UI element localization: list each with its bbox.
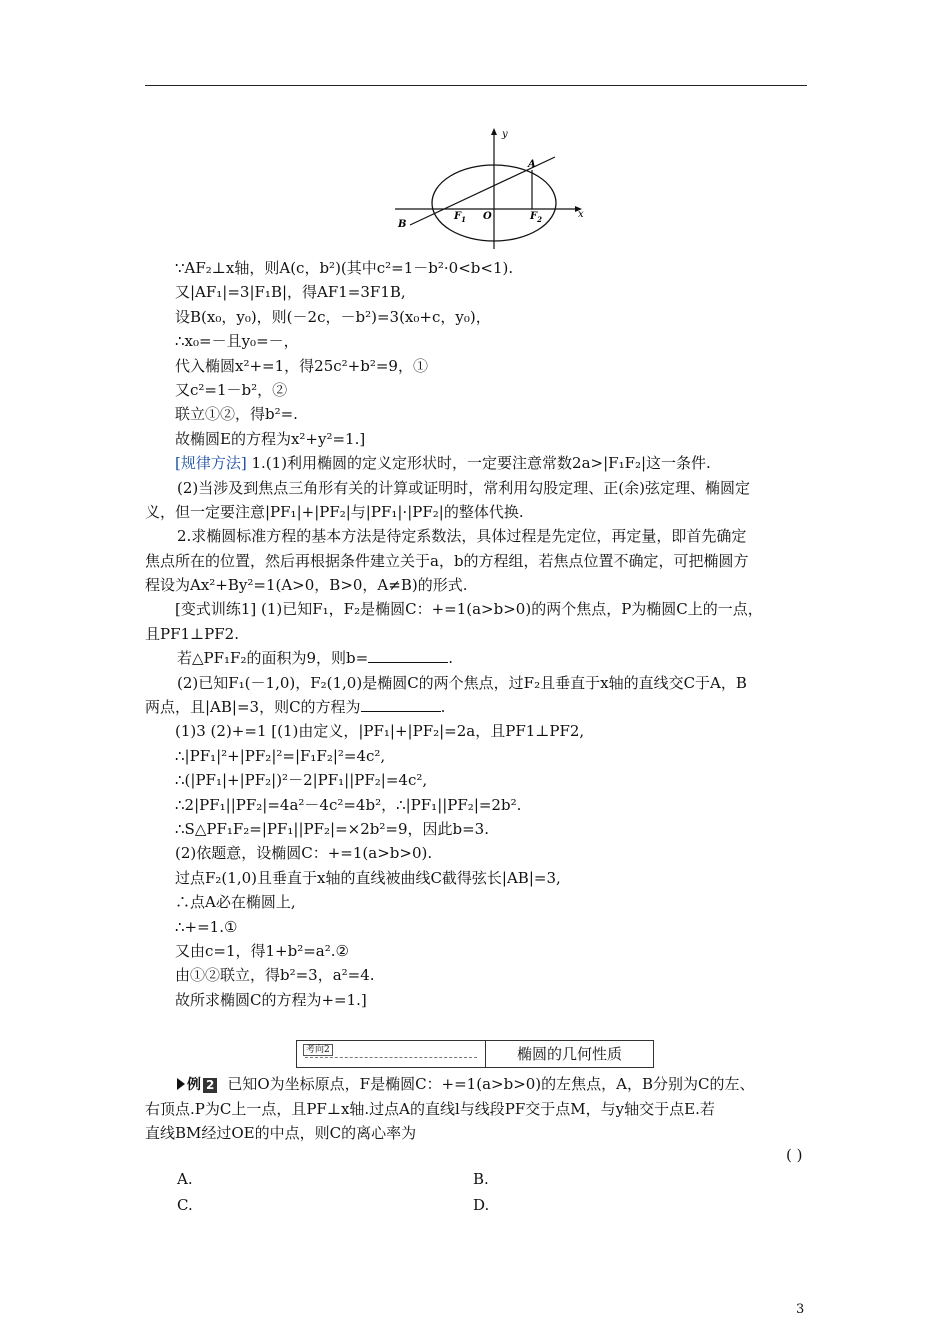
solution-line: 故所求椭圆C的方程为+=1.] <box>175 990 367 1009</box>
example-line: 例 2 已知O为坐标原点，F是椭圆C：+=1(a>b>0)的左焦点，A，B分别为C的左、 <box>145 1072 807 1097</box>
solution-line: 由①②联立，得b²=3，a²=4. <box>175 966 375 985</box>
label-o: O <box>483 211 492 222</box>
training-line: 且PF1⊥PF2. <box>145 624 239 643</box>
solution-line: ∴S△PF₁F₂=|PF₁||PF₂|=×2b²=9，因此b=3. <box>175 819 489 838</box>
topic-tag: 考向2 <box>303 1044 333 1056</box>
main-text <box>145 256 807 1012</box>
topic-title: 椭圆的几何性质 <box>516 1045 622 1063</box>
method-line: [规律方法] 1.(1)利用椭圆的定义定形状时，一定要注意常数2a>|F₁F₂|这一条件. <box>175 454 711 473</box>
page-number: 3 <box>796 1302 805 1317</box>
text-line: 代入椭圆x²+=1，得25c²+b²=9，① <box>175 356 428 375</box>
method-line: 程设为Ax²+By²=1(A>0，B>0，A≠B)的形式. <box>145 576 468 595</box>
text-line: ∴x₀=－且y₀=－， <box>175 332 299 351</box>
option-d[interactable]: D. <box>473 1196 490 1214</box>
text-line: 设B(x₀，y₀)，则(－2c，－b²)=3(x₀+c，y₀)， <box>175 307 491 326</box>
solution-line: ∴|PF₁|²+|PF₂|²=|F₁F₂|²=4c², <box>175 746 386 765</box>
method-line: 焦点所在的位置，然后再根据条件建立关于a，b的方程组，若焦点位置不确定，可把椭圆方 <box>145 551 749 570</box>
training-line: 若△PF₁F₂的面积为9，则b= . <box>177 649 453 668</box>
solution-line: (1)3 (2)+=1 [(1)由定义，|PF₁|+|PF₂|=2a，且PF1⊥PF2, <box>175 722 585 741</box>
solution-line: (2)依题意，设椭圆C：+=1(a>b>0). <box>175 844 433 863</box>
label-b: B <box>398 219 407 230</box>
training-line: (2)已知F₁(－1,0)，F₂(1,0)是椭圆C的两个焦点，过F₂且垂直于x轴的直线交C于A，B <box>177 673 747 692</box>
label-f1: $F_1$ <box>454 211 466 224</box>
y-axis-arrow-icon <box>491 128 497 135</box>
solution-line: ∴(|PF₁|+|PF₂|)²－2|PF₁||PF₂|=4c², <box>175 771 428 790</box>
option-a[interactable]: A. <box>177 1170 193 1188</box>
topic-box <box>296 1040 654 1068</box>
triangle-icon <box>177 1078 185 1090</box>
solution-line: 又由c=1，得1+b²=a².② <box>175 941 349 960</box>
example-line: 右顶点.P为C上一点，且PF⊥x轴.过点A的直线l与线段PF交于点M，与y轴交于点E.若 <box>145 1099 715 1118</box>
answer-paren: ( ) <box>786 1146 803 1164</box>
training-line: [变式训练1] (1)已知F₁，F₂是椭圆C：+=1(a>b>0)的两个焦点，P为椭圆C上的一点， <box>175 600 763 619</box>
option-b[interactable]: B. <box>473 1170 489 1188</box>
training-line: 两点，且|AB|=3，则C的方程为 . <box>145 698 446 717</box>
solution-line: 过点F₂(1,0)且垂直于x轴的直线被曲线C截得弦长|AB|=3, <box>175 868 561 887</box>
method-tag: [规律方法] <box>175 454 247 473</box>
example-line: 直线BM经过OE的中点，则C的离心率为 <box>145 1124 417 1142</box>
solution-line: ∴点A必在椭圆上, <box>175 893 296 912</box>
method-line: (2)当涉及到焦点三角形有关的计算或证明时，常利用勾股定理、正(余)弦定理、椭圆定 <box>177 478 750 497</box>
option-c[interactable]: C. <box>177 1196 193 1214</box>
answer-blank <box>368 648 448 663</box>
label-x: x <box>578 209 584 220</box>
label-a: A <box>528 159 536 170</box>
text-line: 联立①②，得b²=. <box>175 405 298 424</box>
example-block <box>145 1072 807 1146</box>
solution-line: ∴2|PF₁||PF₂|=4a²－4c²=4b²，∴|PF₁||PF₂|=2b². <box>175 795 522 814</box>
example-badge: 例 2 <box>177 1073 217 1098</box>
text-line: 故椭圆E的方程为x²+y²=1.] <box>175 429 366 448</box>
ellipse-figure <box>390 125 590 250</box>
text-line: ∵AF₂⊥x轴，则A(c，b²)(其中c²=1－b²·0<b<1). <box>175 259 514 277</box>
text-line: 又c²=1－b²，② <box>175 380 288 399</box>
method-line: 义，但一定要注意|PF₁|+|PF₂|与|PF₁|·|PF₂|的整体代换. <box>145 502 524 521</box>
solution-line: ∴+=1.① <box>175 917 238 936</box>
text-line: 又|AF₁|=3|F₁B|，得AF1=3F1B, <box>175 283 406 302</box>
method-line: 2.求椭圆标准方程的基本方法是待定系数法，具体过程是先定位，再定量，即首先确定 <box>177 527 747 546</box>
header-rule <box>145 85 807 86</box>
answer-blank <box>361 697 441 712</box>
label-y: y <box>502 129 508 140</box>
label-f2: $F_2$ <box>530 211 542 224</box>
